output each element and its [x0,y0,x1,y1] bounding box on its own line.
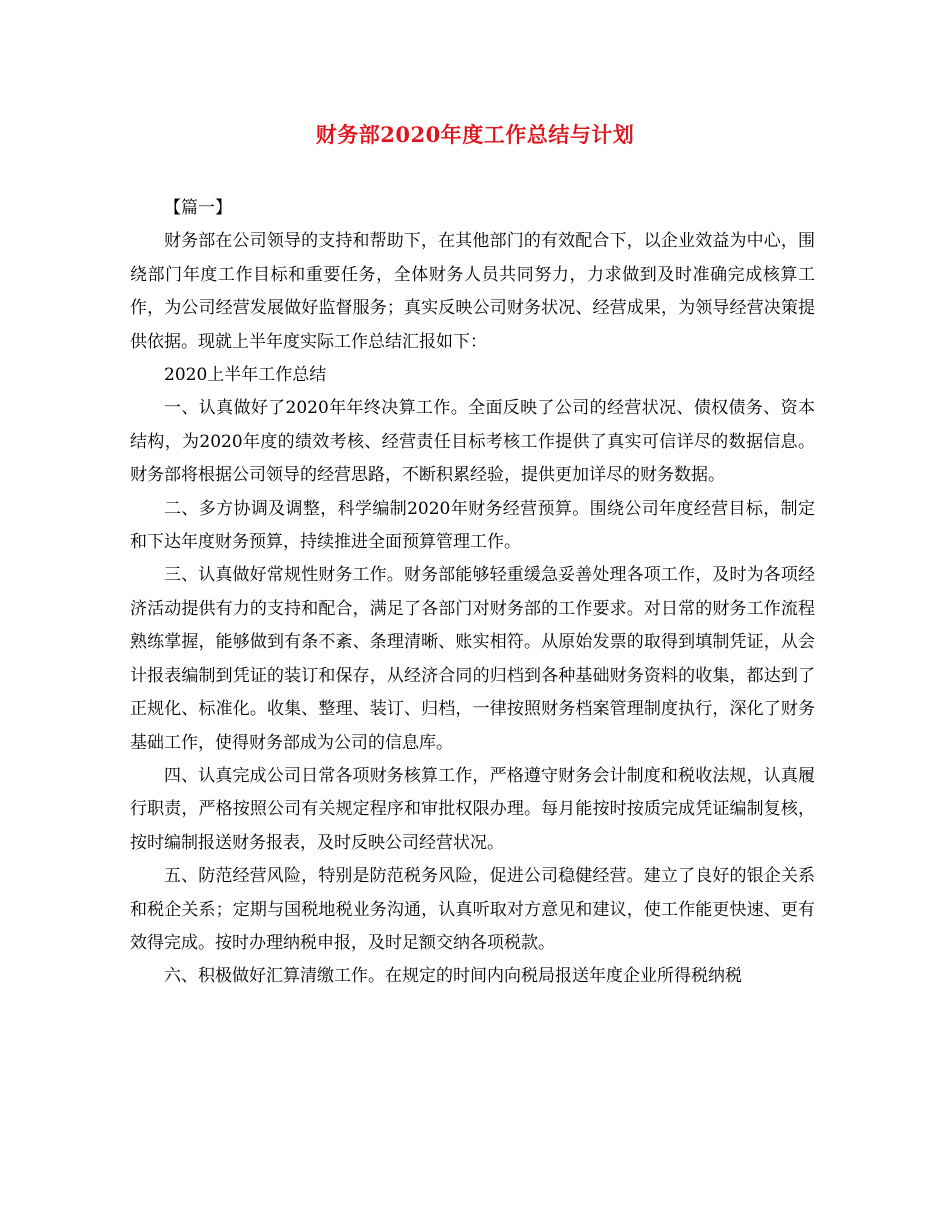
paragraph-intro: 财务部在公司领导的支持和帮助下，在其他部门的有效配合下，以企业效益为中心，围绕部门年度工作目标和重要任务，全体财务人员共同努力，力求做到及时准确完成核算工作，为公司经营发展做好监督服务；真实反映公司财务状况、经营成果，为领导经营决策提供依据。现就上半年度实际工作总结汇报如下： [130,231,815,352]
paragraph-item-2: 二、多方协调及调整，科学编制2020年财务经营预算。围绕公司年度经营目标，制定和下达年度财务预算，持续推进全面预算管理工作。 [130,498,815,553]
document-title: 财务部2020年度工作总结与计划 [315,122,635,147]
document-body [130,192,815,994]
subsection-heading: 2020上半年工作总结 [164,365,327,386]
paragraph-item-3: 三、认真做好常规性财务工作。财务部能够轻重缓急妥善处理各项工作，及时为各项经济活动提供有力的支持和配合，满足了各部门对财务部的工作要求。对日常的财务工作流程熟练掌握，能够做到有条不紊、条理清晰、账实相符。从原始发票的取得到填制凭证，从会计报表编制到凭证的装订和保存，从经济合同的归档到各种基础财务资料的收集，都达到了正规化、标准化。收集、整理、装订、归档，一律按照财务档案管理制度执行，深化了财务基础工作，使得财务部成为公司的信息库。 [130,565,815,753]
paragraph-item-5: 五、防范经营风险，特别是防范税务风险，促进公司稳健经营。建立了良好的银企关系和税企关系；定期与国税地税业务沟通，认真听取对方意见和建议，使工作能更快速、更有效得完成。按时办理纳税申报，及时足额交纳各项税款。 [130,866,815,953]
paragraph-item-4: 四、认真完成公司日常各项财务核算工作，严格遵守财务会计制度和税收法规，认真履行职责，严格按照公司有关规定程序和审批权限办理。每月能按时按质完成凭证编制复核，按时编制报送财务报表，及时反映公司经营状况。 [130,765,815,853]
section-heading: 【篇一】 [164,198,232,218]
paragraph-item-1: 一、认真做好了2020年年终决算工作。全面反映了公司的经营状况、债权债务、资本结构，为2020年度的绩效考核、经营责任目标考核工作提供了真实可信详尽的数据信息。财务部将根据公司领导的经营思路，不断积累经验，提供更加详尽的财务数据。 [130,398,815,486]
paragraph-item-6: 六、积极做好汇算清缴工作。在规定的时间内向税局报送年度企业所得税纳税 [164,966,742,987]
